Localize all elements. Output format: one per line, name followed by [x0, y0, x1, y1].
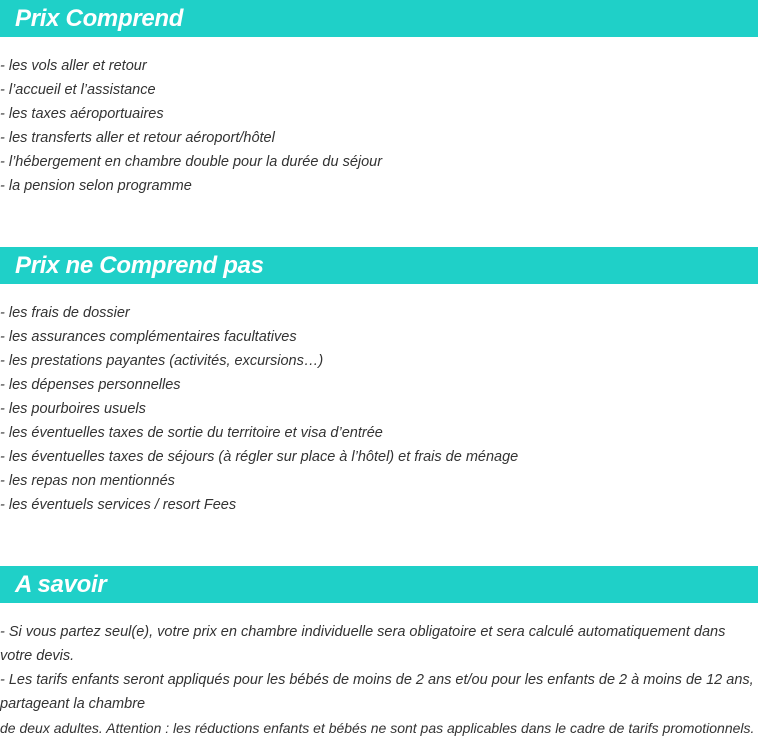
a-savoir-paragraph: - Si vous partez seul(e), votre prix en chambre individuelle sera obligatoire et sera calculé automatiquement dans votre devis.	[0, 624, 726, 664]
list-item: - les vols aller et retour	[0, 58, 147, 74]
section-prix-ne-comprend-pas	[0, 247, 758, 517]
excluded-list	[0, 284, 758, 517]
list-item: - les pourboires usuels	[0, 401, 146, 417]
list-item: - l’accueil et l’assistance	[0, 82, 156, 98]
section-a-savoir	[0, 566, 758, 740]
section-title-text: Prix Comprend	[15, 4, 184, 32]
list-item: - les éventuels services / resort Fees	[0, 497, 237, 513]
list-item: - les assurances complémentaires facultatives	[0, 329, 297, 345]
section-title-prix-comprend	[0, 0, 758, 37]
section-title-prix-ne-comprend-pas	[0, 247, 758, 284]
section-title-text: Prix ne Comprend pas	[15, 251, 264, 279]
section-title-text: A savoir	[15, 570, 107, 598]
list-item: - les dépenses personnelles	[0, 377, 181, 393]
list-item: - les taxes aéroportuaires	[0, 106, 164, 122]
included-list	[0, 37, 758, 198]
section-prix-comprend	[0, 0, 758, 198]
list-item: - les repas non mentionnés	[0, 473, 175, 489]
section-title-a-savoir	[0, 566, 758, 603]
list-item: - l’hébergement en chambre double pour la durée du séjour	[0, 154, 383, 170]
list-item: - les frais de dossier	[0, 305, 130, 321]
list-item: - la pension selon programme	[0, 178, 192, 194]
list-item: - les éventuelles taxes de sortie du territoire et visa d’entrée	[0, 425, 383, 441]
a-savoir-text	[0, 603, 758, 740]
a-savoir-paragraph: de deux adultes. Attention : les réductions enfants et bébés ne sont pas applicables dans le cadre de tarifs promotionnels.	[0, 720, 755, 736]
list-item: - les transferts aller et retour aéroport/hôtel	[0, 130, 275, 146]
a-savoir-paragraph: - Les tarifs enfants seront appliqués pour les bébés de moins de 2 ans et/ou pour les enfants de 2 à moins de 12 ans, partageant la chambre	[0, 672, 754, 712]
list-item: - les prestations payantes (activités, excursions…)	[0, 353, 324, 369]
list-item: - les éventuelles taxes de séjours (à régler sur place à l’hôtel) et frais de ménage	[0, 449, 519, 465]
